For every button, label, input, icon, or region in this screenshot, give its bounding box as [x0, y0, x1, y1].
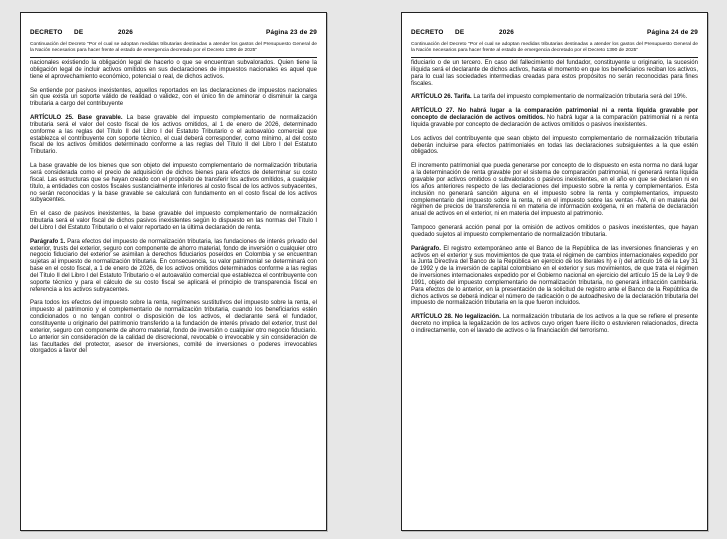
article-25-heading: ARTÍCULO 25. Base gravable. — [30, 115, 123, 122]
paragraph — [411, 163, 698, 218]
paragraph-text: La tarifa del impuesto complementario de normalización tributaria será del 19%. — [471, 94, 688, 101]
paragraph-text: Tampoco generará acción penal por la omisión de activos omitidos o pasivos inexistentes, que hayan quedado sujetos al impuesto complementario de normalización tributaria. — [411, 225, 698, 238]
article-26-heading: ARTÍCULO 26. Tarifa. — [411, 94, 472, 101]
document-page-24 — [401, 12, 708, 531]
header-year: 2026 — [499, 29, 515, 36]
paragraph — [411, 94, 698, 101]
paragraph — [30, 163, 317, 204]
paragraph-text: nacionales existiendo la obligación legal de hacerlo o que se encuentran subvalorados. Quien tiene la obligación legal de incluir activos omitidos en sus declaraciones de impuestos nacionales es aquel que tiene el aprovechamiento económico, potencial o real, de dichos activos. — [30, 60, 317, 80]
paragraph-text: La base gravable del impuesto complementario de normalización tributaria será el valor del costo fiscal de los activos omitidos, al 1 de enero de 2026, determinado conforme a las reglas del Título II del Libro I del Estatuto Tributario o el autoavalúo comercial que establezca el contribuyente con soporte técnico, el cual deberá corresponder, como mínimo, al del costo fiscal de los activos omitidos determinado conforme a las reglas del Título II del Libro I del Estatuto Tributario. — [30, 115, 317, 156]
paragraph-text: Se entiende por pasivos inexistentes, aquellos reportados en las declaraciones de impuestos nacionales sin que exista un soporte válido de realidad o validez, con el único fin de aminorar o disminuir la carga tributaria a cargo del contribuyente — [30, 87, 317, 108]
paragraph — [30, 211, 317, 232]
header-decreto: DECRETO — [30, 29, 63, 36]
paragraph-text: No habrá lugar a la comparación patrimonial ni a renta líquida gravable por concepto de declaración de activos omitidos o pasivos inexistentes. — [411, 115, 698, 128]
paragraph-text: El incremento patrimonial que pueda generarse por concepto de lo dispuesto en esta norma no dará lugar a la determinación de renta gravable por el sistema de comparación patrimonial, ni generará renta líquida gravable por activos omitidos o subvalorados o pasivos inexistentes, en el año en que se declaren ni en los años anteriores respecto de las declaraciones del impuesto sobre la renta y complementarios. Esta inclusión no generará sanción alguna en el impuesto sobre la renta y complementarios, impuesto complementario del impuesto sobre la renta, ni en el impuesto sobre las ventas -IVA, ni en materia del régimen de precios de transferencia ni en materia de información exógena, ni en materia de declaración anual de activos en el exterior, ni en materia del impuesto al patrimonio. — [411, 163, 698, 218]
paragraph — [30, 60, 317, 81]
page-number: Página 23 de 29 — [266, 29, 317, 36]
continuation-note: Continuación del Decreto "Por el cual se adoptan medidas tributarias destinadas a atender los gastos del Presupuesto General de la Nación necesarios para hacer frente al estado de emergencia decretado por el Decreto 1390 de 2025" — [30, 42, 317, 53]
paragraph — [30, 115, 317, 156]
header-divider — [30, 57, 317, 58]
paragraph — [30, 239, 317, 294]
paragraph — [411, 225, 698, 239]
paragraph-text: fiduciario o de un tercero. En caso del fallecimiento del fundador, constituyente u originario, la sucesión ilíquida será el declarante de dichos activos, hasta el momento en que los beneficiarios reciban los activos, para lo cual las sociedades intermedias creadas para estos propósitos no serán reconocidas para fines fiscales. — [411, 60, 698, 87]
paragraph-text: La normalización tributaria de los activos a la que se refiere el presente decreto no implica la legalización de los activos cuyo origen fuere ilícito o estuvieren relacionados, directa o indirectamente, con el lavado de activos o la financiación del terrorismo. — [411, 314, 698, 334]
document-page-23 — [20, 12, 327, 531]
page-header — [30, 29, 317, 36]
paragraph-text: En el caso de pasivos inexistentes, la base gravable del impuesto complementario de normalización tributaria será el valor fiscal de dichos pasivos inexistentes según lo dispuesto en las normas del Título I del Libro I del Estatuto Tributario o el valor reportado en la última declaración de renta. — [30, 211, 317, 231]
paragraph-text: El registro extemporáneo ante el Banco de la República de las inversiones financieras y en activos en el exterior y sus movimientos de que trata el régimen de cambios internacionales expedido por la Junta Directiva del Banco de la República en ejercicio de los literales h) e i) del artículo 16 de la Ley 31 de 1992 y de la inversión de capital colombiano en el exterior y sus movimientos, de que trata el régimen de inversiones internacionales expedido por el Gobierno nacional en ejercicio del artículo 15 de la Ley 9 de 1991, objeto del impuesto complementario de normalización tributaria, no generará infracción cambiaria. Para efectos de lo anterior, en la presentación de la solicitud de registro ante el Banco de la República de dichos activos se deberá indicar el número de radicación o de autoadhesivo de la declaración tributaria del impuesto de normalización tributaria en la que fueron incluidos. — [411, 245, 698, 307]
article-28-heading: ARTÍCULO 28. No legalización. — [411, 314, 501, 321]
paragraph-text: Para efectos del impuesto de normalización tributaria, las fundaciones de interés privado del exterior, trusts del exterior, seguro con componente de ahorro material, fondo de inversión o cualquier otro negocio fiduciario del exterior se asimilan a derechos fiduciarios poseídos en Colombia y se encuentran sujetas al impuesto de normalización tributaria. En consecuencia, su valor patrimonial se determinará con base en el costo fiscal, a 1 de enero de 2026, de los activos omitidos determinados conforme a las reglas del Título II del Libro I del Estatuto Tributario o el autoavalúo comercial que establezca el contribuyente con soporte técnico y para el cálculo de su costo fiscal se aplicará el principio de transparencia fiscal en referencia a los activos subyacentes. — [30, 238, 317, 293]
header-de: DE — [74, 29, 84, 36]
paragrafo-1-heading: Parágrafo 1. — [30, 238, 66, 245]
paragraph — [411, 136, 698, 157]
page-header — [411, 29, 698, 36]
paragraph — [411, 108, 698, 129]
paragrafo-heading: Parágrafo. — [411, 245, 441, 252]
paragraph-text: Para todos los efectos del impuesto sobre la renta, regímenes sustitutivos del impuesto sobre la renta, el impuesto al patrimonio y el complementario de normalización tributaria, cuando los beneficiarios estén condicionados o no tengan control o disposición de los activos, el declarante será el fundador, constituyente u originario del patrimonio transferido a la fundación de interés privado del exterior, trust del exterior, seguro con componente de ahorro material, fondo de inversión o cualquier otro negocio fiduciario. Lo anterior sin consideración de la calidad de discrecional, revocable o irrevocable y sin consideración de las facultades del protector, asesor de inversiones, comité de inversiones o poderes irrevocables otorgados a favor del — [30, 300, 317, 355]
article-27-heading: ARTÍCULO 27. No habrá lugar a la comparación patrimonial ni a renta líquida gravable por concepto de declaración de activos omitidos. — [411, 108, 698, 122]
header-de: DE — [455, 29, 465, 36]
header-decreto: DECRETO — [411, 29, 444, 36]
page-number: Página 24 de 29 — [647, 29, 698, 36]
header-year: 2026 — [118, 29, 134, 36]
paragraph — [411, 246, 698, 308]
paragraph — [411, 60, 698, 87]
paragraph-text: Los activos del contribuyente que sean objeto del impuesto complementario de normalización tributaria deberán incluirse para efectos patrimoniales en todas las declaraciones subsiguientes a la que estén obligados. — [411, 135, 698, 156]
header-divider — [411, 57, 698, 58]
paragraph — [30, 300, 317, 355]
continuation-note: Continuación del Decreto "Por el cual se adoptan medidas tributarias destinadas a atender los gastos del Presupuesto General de la Nación necesarios para hacer frente al estado de emergencia decretado por el Decreto 1390 de 2025" — [411, 42, 698, 53]
paragraph — [411, 314, 698, 335]
paragraph — [30, 88, 317, 109]
paragraph-text: La base gravable de los bienes que son objeto del impuesto complementario de normalización tributaria será considerada como el precio de adquisición de dichos bienes para efectos de determinar su costo fiscal. Las estructuras que se hayan creado con el propósito de transferir los activos omitidos, a cualquier título, a entidades con costos fiscales sustancialmente inferiores al costo fiscal de los activos subyacentes, no serán reconocidas y la base gravable se calculará con fundamento en el costo fiscal de los activos subyacentes. — [30, 163, 317, 204]
